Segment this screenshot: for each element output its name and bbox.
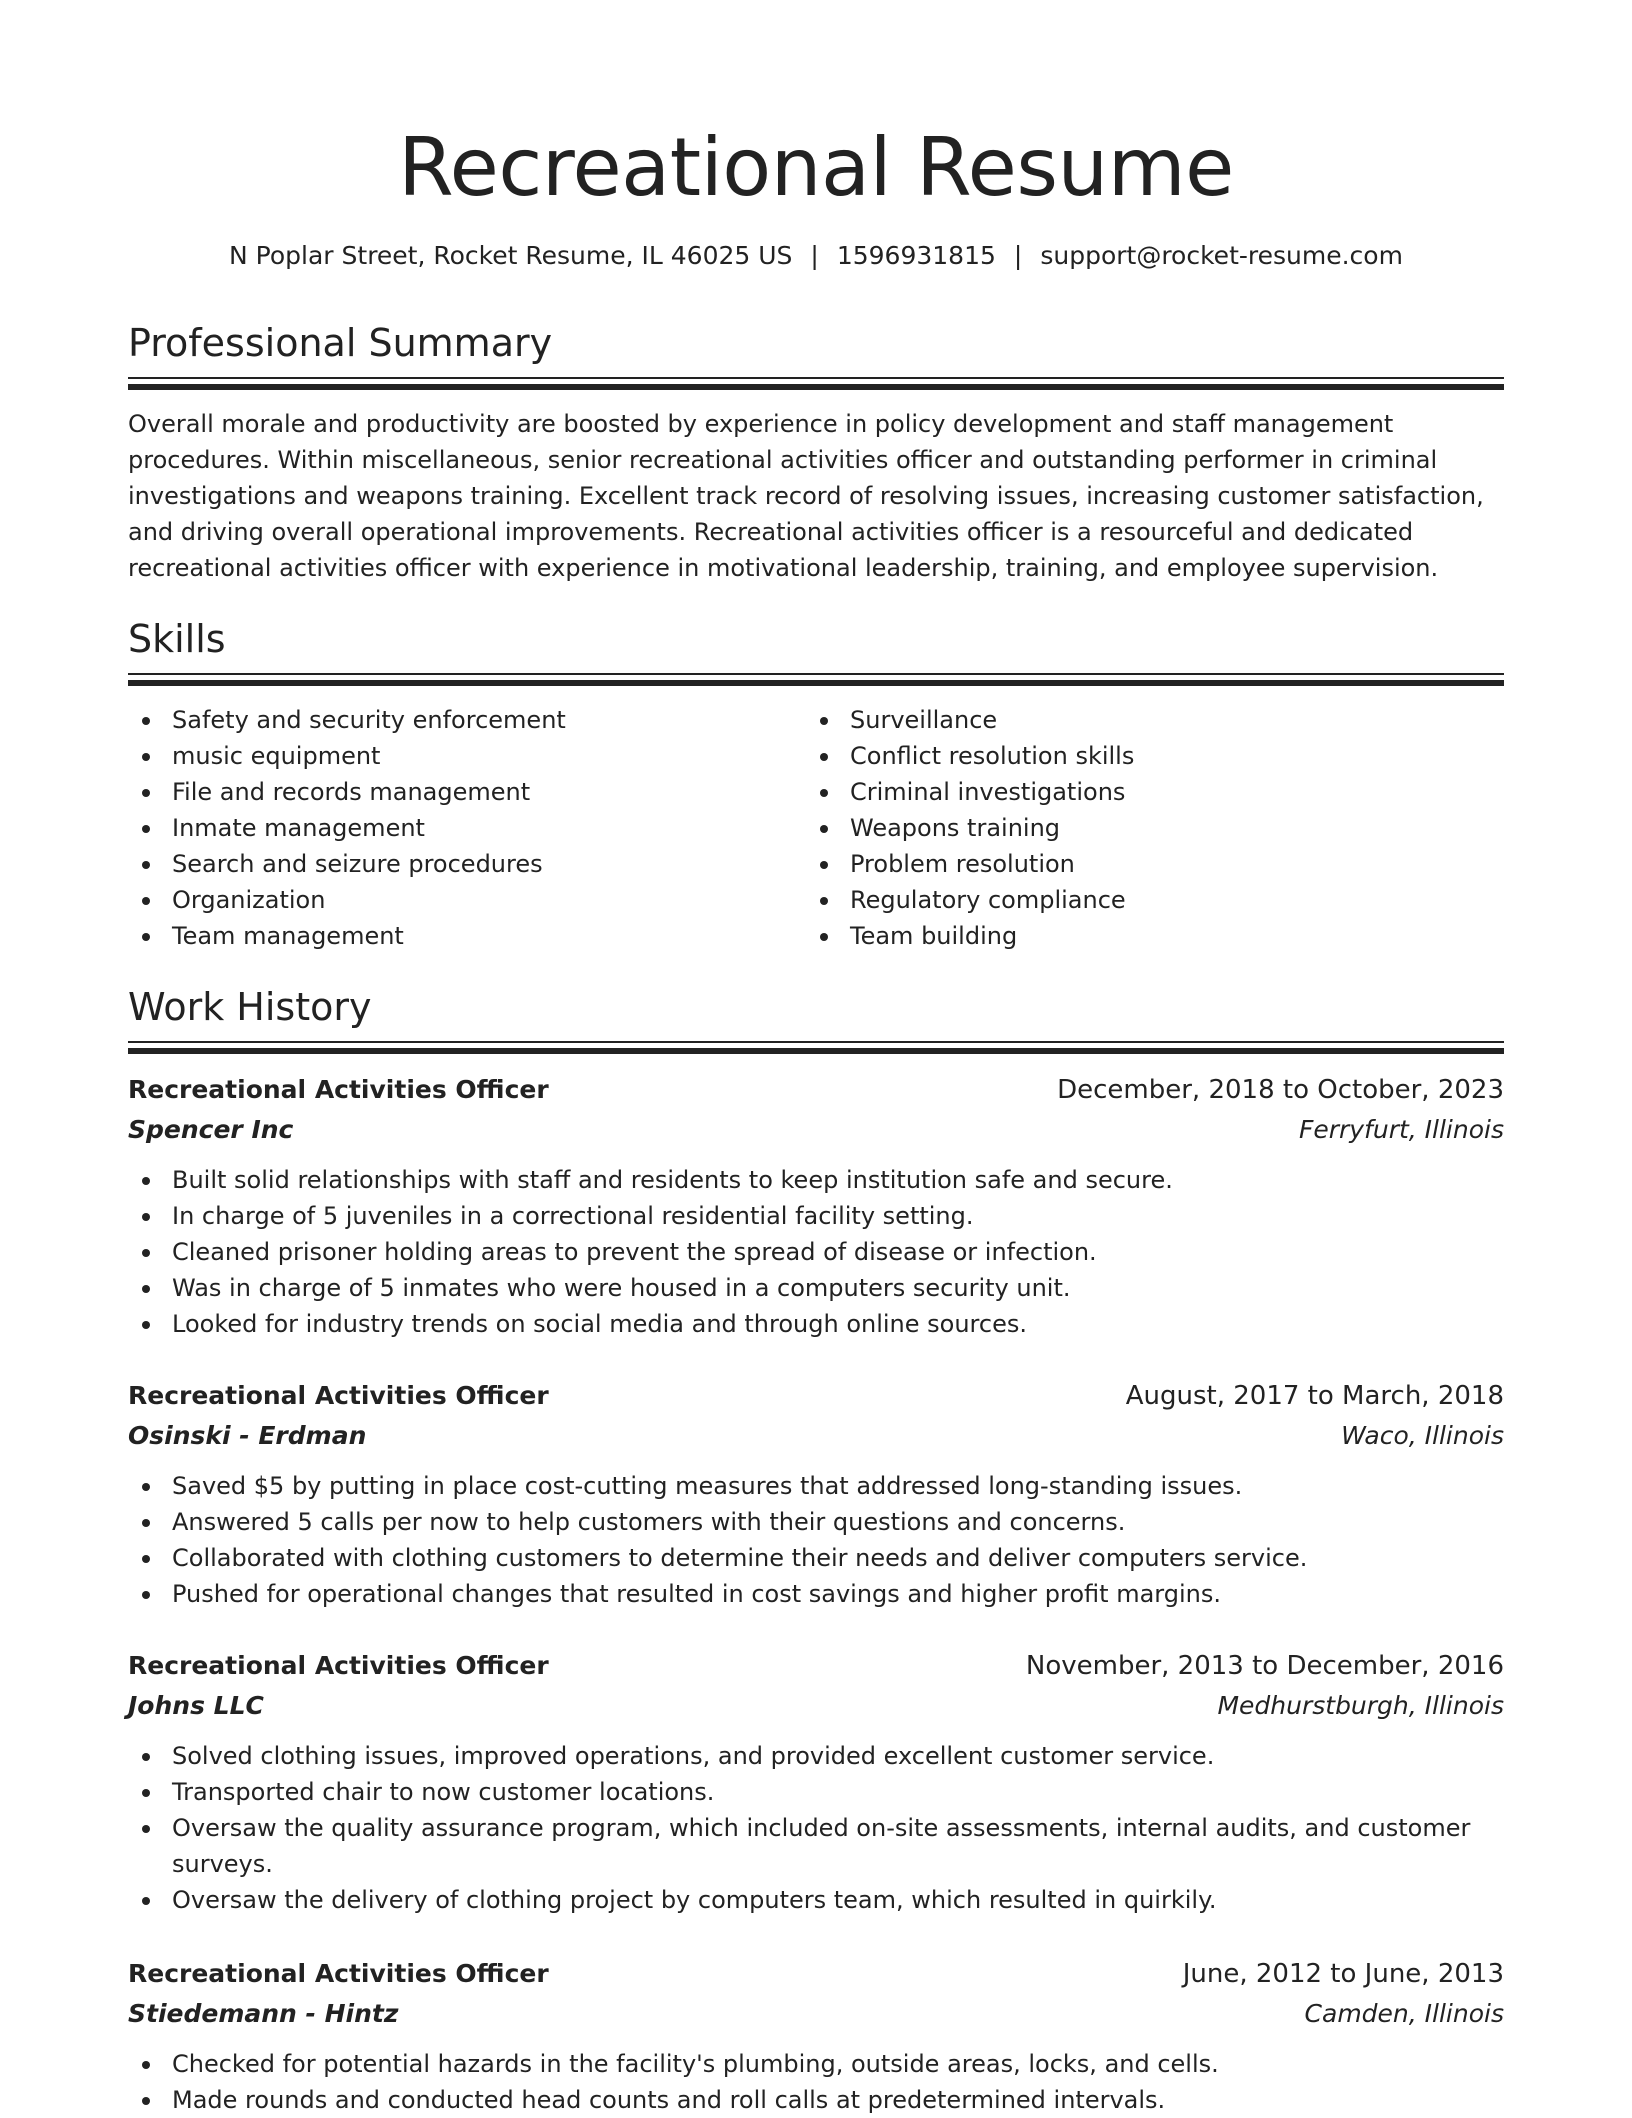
job-entry — [128, 1954, 1504, 2118]
job-bullet: Transported chair to now customer locations. — [128, 1774, 1504, 1810]
resume-name: Recreational Resume — [398, 121, 1234, 214]
skill-item: Problem resolution — [806, 846, 1466, 882]
contact-phone: 1596931815 — [836, 241, 996, 270]
job-title: Recreational Activities Officer — [128, 1959, 549, 1988]
job-dates: November, 2013 to December, 2016 — [1025, 1651, 1504, 1681]
contact-separator: | — [810, 241, 819, 270]
skills-list-right — [806, 702, 1466, 954]
job-location: Waco, Illinois — [1341, 1421, 1504, 1450]
job-dates: August, 2017 to March, 2018 — [1125, 1381, 1504, 1411]
job-dates: June, 2012 to June, 2013 — [1182, 1959, 1504, 1989]
job-bullet: Answered 5 calls per now to help customers with their questions and concerns. — [128, 1504, 1504, 1540]
job-bullets — [128, 1738, 1504, 1918]
job-entry — [128, 1070, 1504, 1342]
job-bullet: In charge of 5 juveniles in a correctional residential facility setting. — [128, 1198, 1504, 1234]
job-title: Recreational Activities Officer — [128, 1651, 549, 1680]
contact-address: N Poplar Street, Rocket Resume, IL 46025 US — [229, 241, 793, 270]
job-title: Recreational Activities Officer — [128, 1381, 549, 1410]
skill-item: File and records management — [128, 774, 788, 810]
job-company: Osinski - Erdman — [128, 1421, 367, 1450]
skills-list-left — [128, 702, 788, 954]
job-company: Stiedemann - Hintz — [128, 1999, 399, 2028]
job-bullet: Built solid relationships with staff and residents to keep institution safe and secure. — [128, 1162, 1504, 1198]
section-divider — [128, 673, 1504, 687]
skill-item: Regulatory compliance — [806, 882, 1466, 918]
job-company: Johns LLC — [128, 1691, 264, 1720]
job-bullet: Was in charge of 5 inmates who were housed in a computers security unit. — [128, 1270, 1504, 1306]
job-bullet: Pushed for operational changes that resulted in cost savings and higher profit margins. — [128, 1576, 1504, 1612]
job-bullet: Oversaw the quality assurance program, which included on-site assessments, internal audits, and customer surveys. — [128, 1810, 1504, 1882]
contact-email: support@rocket-resume.com — [1040, 241, 1403, 270]
skill-item: Search and seizure procedures — [128, 846, 788, 882]
job-bullet: Made rounds and conducted head counts and roll calls at predetermined intervals. — [128, 2082, 1504, 2118]
skill-item: Organization — [128, 882, 788, 918]
skill-item: Surveillance — [806, 702, 1466, 738]
job-entry — [128, 1646, 1504, 1918]
job-bullet: Looked for industry trends on social media and through online sources. — [128, 1306, 1504, 1342]
skill-item: Safety and security enforcement — [128, 702, 788, 738]
section-divider — [128, 1041, 1504, 1055]
skill-item: music equipment — [128, 738, 788, 774]
contact-line — [128, 238, 1504, 274]
skill-item: Team building — [806, 918, 1466, 954]
section-heading-skills: Skills — [128, 617, 226, 661]
job-bullets — [128, 1162, 1504, 1342]
contact-separator: | — [1013, 241, 1023, 270]
section-heading-work-history: Work History — [128, 985, 372, 1029]
job-bullet: Collaborated with clothing customers to determine their needs and deliver computers service. — [128, 1540, 1504, 1576]
job-company: Spencer Inc — [128, 1115, 294, 1144]
job-bullet: Solved clothing issues, improved operations, and provided excellent customer service. — [128, 1738, 1504, 1774]
job-bullet: Oversaw the delivery of clothing project by computers team, which resulted in quirkily. — [128, 1882, 1504, 1918]
section-heading-summary: Professional Summary — [128, 321, 553, 365]
job-dates: December, 2018 to October, 2023 — [1057, 1075, 1504, 1105]
skill-item: Conflict resolution skills — [806, 738, 1466, 774]
job-bullets — [128, 2046, 1504, 2118]
job-bullet: Saved $5 by putting in place cost-cutting measures that addressed long-standing issues. — [128, 1468, 1504, 1504]
job-bullet: Checked for potential hazards in the facility's plumbing, outside areas, locks, and cells. — [128, 2046, 1504, 2082]
job-location: Ferryfurt, Illinois — [1298, 1115, 1504, 1144]
job-bullet: Cleaned prisoner holding areas to prevent the spread of disease or infection. — [128, 1234, 1504, 1270]
job-title: Recreational Activities Officer — [128, 1075, 549, 1104]
section-divider — [128, 377, 1504, 391]
job-location: Camden, Illinois — [1304, 1999, 1504, 2028]
job-entry — [128, 1376, 1504, 1612]
skill-item: Criminal investigations — [806, 774, 1466, 810]
skill-item: Team management — [128, 918, 788, 954]
summary-text: Overall morale and productivity are boosted by experience in policy development and staff management procedures. Within miscellaneous, senior recreational activities officer and outstanding performer in criminal investigations and weapons training. Excellent track record of resolving issues, increasing customer satisfaction, and driving overall operational improvements. Recreational activities officer is a resourceful and dedicated recreational activities officer with experience in motivational leadership, training, and employee supervision. — [128, 410, 1484, 582]
job-location: Medhurstburgh, Illinois — [1217, 1691, 1504, 1720]
job-bullets — [128, 1468, 1504, 1612]
skill-item: Weapons training — [806, 810, 1466, 846]
skill-item: Inmate management — [128, 810, 788, 846]
